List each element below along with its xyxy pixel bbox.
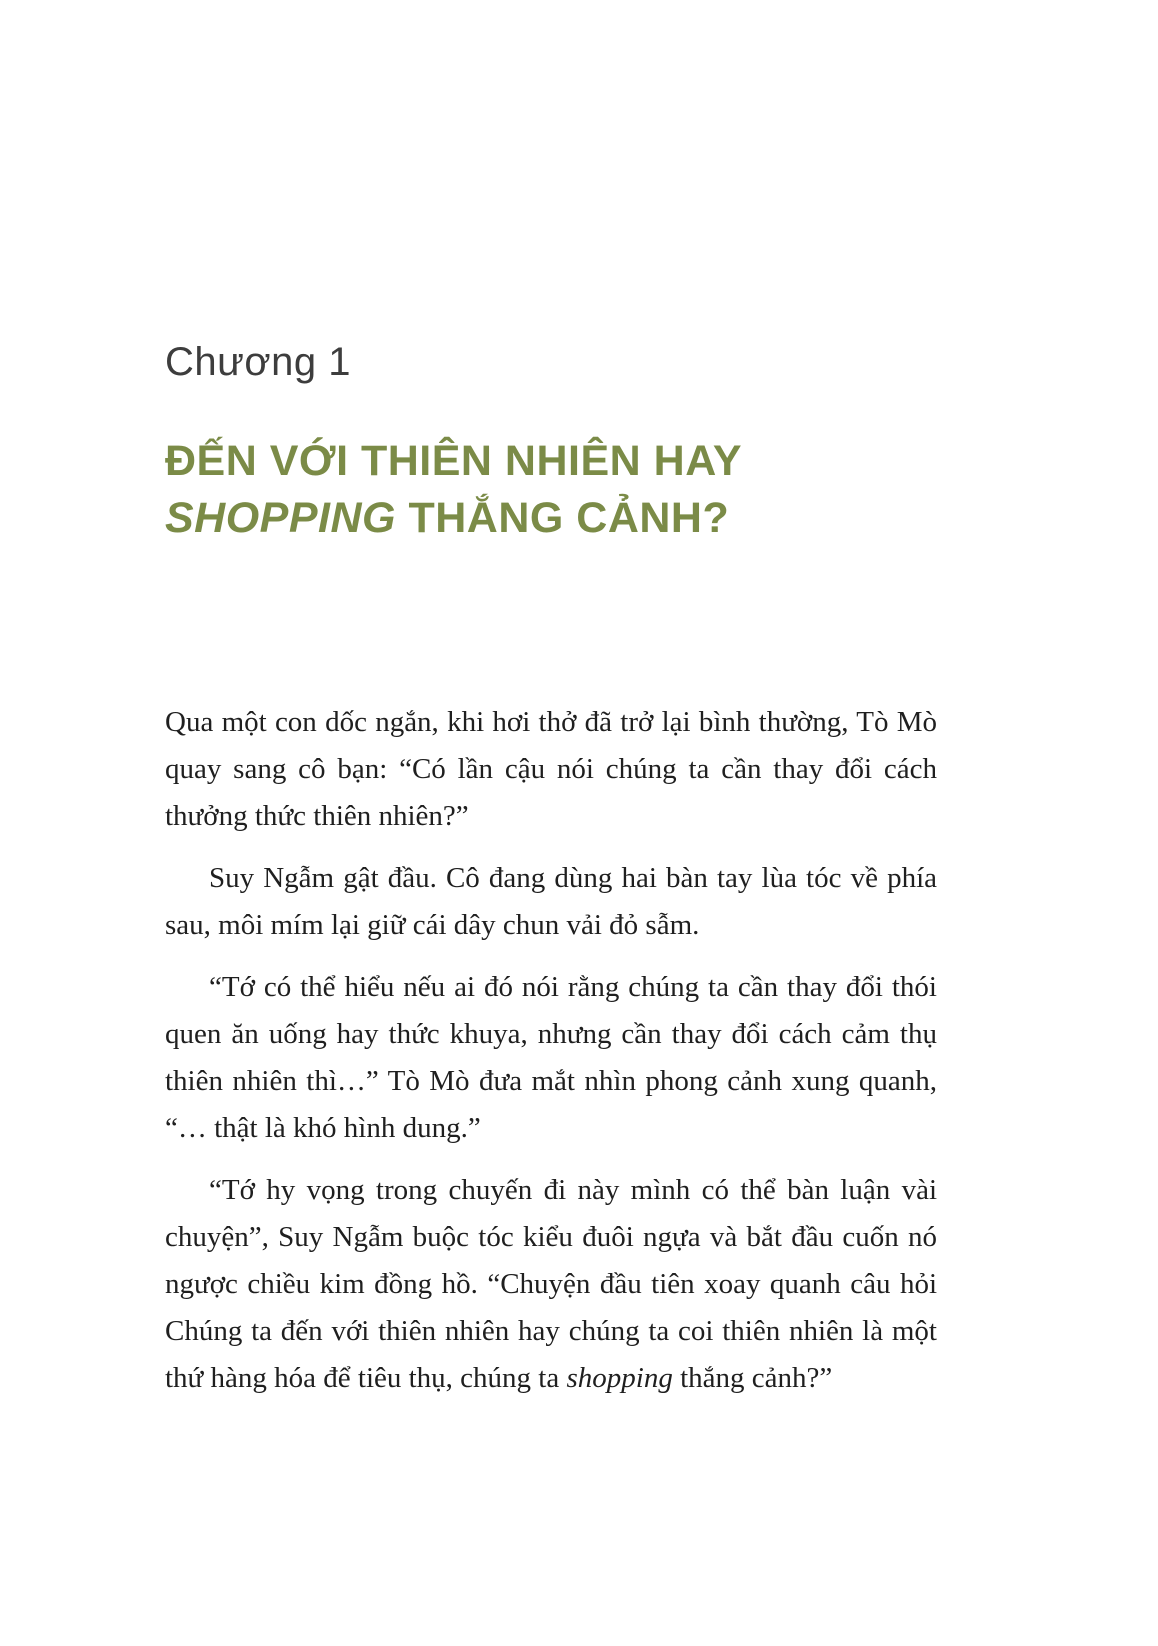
chapter-title-line2-rest: THẮNG CẢNH? xyxy=(396,493,730,542)
page-content xyxy=(165,340,937,1417)
paragraph-segment-italic: shopping xyxy=(566,1361,673,1394)
paragraph-segment: thắng cảnh?” xyxy=(672,1361,833,1394)
paragraph: Suy Ngẫm gật đầu. Cô đang dùng hai bàn tay lùa tóc về phía sau, môi mím lại giữ cái dây chun vải đỏ sẫm. xyxy=(165,861,937,941)
paragraph: Qua một con dốc ngắn, khi hơi thở đã trở lại bình thường, Tò Mò quay sang cô bạn: “Có lần cậu nói chúng ta cần thay đổi cách thưởng thức thiên nhiên?” xyxy=(165,705,937,832)
body-text xyxy=(165,699,937,1402)
paragraph xyxy=(165,1167,937,1402)
chapter-title-line1: ĐẾN VỚI THIÊN NHIÊN HAY xyxy=(165,437,743,485)
chapter-title xyxy=(165,433,937,547)
chapter-label: Chương 1 xyxy=(165,340,351,384)
chapter-title-line2-italic: SHOPPING xyxy=(165,493,396,542)
paragraph: “Tớ có thể hiểu nếu ai đó nói rằng chúng ta cần thay đổi thói quen ăn uống hay thức khuya, nhưng cần thay đổi cách cảm thụ thiên nhiên thì…” Tò Mò đưa mắt nhìn phong cảnh xung quanh, “… thật là khó hình dung.” xyxy=(165,970,937,1144)
paragraph-segment: “Tớ hy vọng trong chuyến đi này mình có thể bàn luận vài chuyện”, Suy Ngẫm buộc tóc kiểu đuôi ngựa và bắt đầu cuốn nó ngược chiều kim đồng hồ. “Chuyện đầu tiên xoay quanh câu hỏi Chúng ta đến với thiên nhiên hay chúng ta coi thiên nhiên là một thứ hàng hóa để tiêu thụ, chúng ta xyxy=(165,1173,937,1394)
